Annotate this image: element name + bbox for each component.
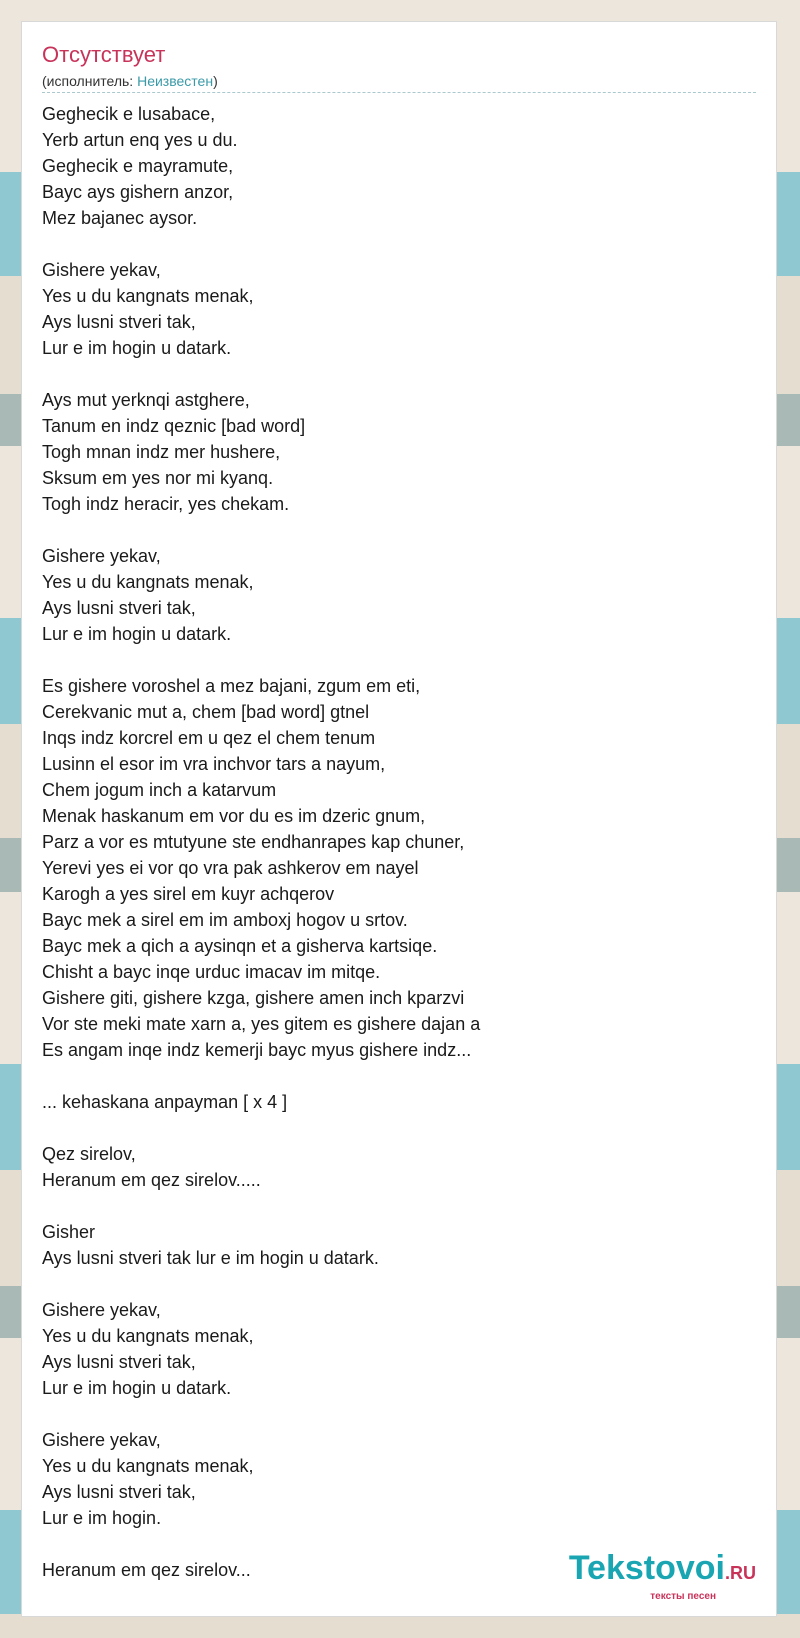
lyric-line: Chisht a bayc inqe urduc imacav im mitqe.: [42, 962, 381, 982]
logo-tagline: тексты песен: [650, 1591, 716, 1602]
lyric-line: Gishere yekav,: [42, 1300, 161, 1320]
artist-line: [42, 72, 218, 90]
lyric-line: Lusinn el esor im vra inchvor tars a nayum,: [42, 754, 386, 774]
lyric-line: Gishere giti, gishere kzga, gishere amen inch kparzvi: [42, 988, 465, 1008]
lyric-line: Es angam inqe indz kemerji bayc myus gishere indz...: [42, 1040, 472, 1060]
lyric-line: Bayc mek a qich a aysinqn et a gisherva kartsiqe.: [42, 936, 438, 956]
artist-suffix: ): [213, 73, 218, 89]
lyric-line: Bayc mek a sirel em im amboxj hogov u srtov.: [42, 910, 408, 930]
lyric-line: Vor ste meki mate xarn a, yes gitem es gishere dajan a: [42, 1014, 481, 1034]
logo-tld: .RU: [725, 1563, 756, 1583]
lyric-line: Togh mnan indz mer hushere,: [42, 442, 281, 462]
lyric-line: Parz a vor es mtutyune ste endhanrapes kap chuner,: [42, 832, 465, 852]
logo-wordmark: [569, 1551, 756, 1590]
site-logo[interactable]: [568, 1549, 756, 1602]
lyric-line: Geghecik e mayramute,: [42, 156, 234, 176]
lyric-line: Geghecik e lusabace,: [42, 104, 216, 124]
artist-link[interactable]: Неизвестен: [137, 73, 214, 89]
logo-name: Tekstovoi: [568, 1549, 725, 1587]
lyric-line: [42, 1063, 742, 1089]
lyric-line: Mez bajanec aysor.: [42, 208, 198, 228]
lyric-line: Inqs indz korcrel em u qez el chem tenum: [42, 728, 376, 748]
lyric-line: [42, 517, 742, 543]
lyric-line: Lur e im hogin u datark.: [42, 338, 232, 358]
lyric-line: Yerevi yes ei vor qo vra pak ashkerov em nayel: [42, 858, 419, 878]
lyric-line: Sksum em yes nor mi kyanq.: [42, 468, 274, 488]
lyric-line: Chem jogum inch a katarvum: [42, 780, 277, 800]
lyric-line: Menak haskanum em vor du es im dzeric gnum,: [42, 806, 426, 826]
lyrics-text: [42, 101, 742, 1583]
lyric-line: Togh indz heracir, yes chekam.: [42, 494, 290, 514]
lyric-line: Qez sirelov,: [42, 1144, 136, 1164]
lyric-line: Lur e im hogin.: [42, 1508, 162, 1528]
lyric-line: Gishere yekav,: [42, 546, 161, 566]
lyric-line: Karogh a yes sirel em kuyr achqerov: [42, 884, 335, 904]
lyric-line: Heranum em qez sirelov...: [42, 1560, 251, 1580]
lyric-line: [42, 1271, 742, 1297]
lyric-line: Es gishere voroshel a mez bajani, zgum em eti,: [42, 676, 421, 696]
lyric-line: [42, 1115, 742, 1141]
lyric-line: Yerb artun enq yes u du.: [42, 130, 238, 150]
lyric-line: Ays lusni stveri tak,: [42, 598, 196, 618]
lyric-line: [42, 647, 742, 673]
lyric-line: Tanum en indz qeznic [bad word]: [42, 416, 306, 436]
lyrics-card: [21, 21, 777, 1617]
lyric-line: Yes u du kangnats menak,: [42, 1456, 254, 1476]
lyric-line: [42, 231, 742, 257]
lyric-line: Ays lusni stveri tak lur e im hogin u datark.: [42, 1248, 379, 1268]
lyric-line: [42, 1193, 742, 1219]
lyric-line: Ays lusni stveri tak,: [42, 312, 196, 332]
lyric-line: Yes u du kangnats menak,: [42, 572, 254, 592]
lyric-line: Bayc ays gishern anzor,: [42, 182, 234, 202]
lyric-line: Cerekvanic mut a, chem [bad word] gtnel: [42, 702, 370, 722]
artist-prefix: (исполнитель:: [42, 73, 138, 89]
lyric-line: Lur e im hogin u datark.: [42, 1378, 232, 1398]
lyric-line: Heranum em qez sirelov.....: [42, 1170, 261, 1190]
lyric-line: ... kehaskana anpayman [ x 4 ]: [42, 1092, 288, 1112]
lyric-line: Ays lusni stveri tak,: [42, 1482, 196, 1502]
song-title: Отсутствует: [42, 42, 166, 67]
lyric-line: [42, 361, 742, 387]
lyric-line: Ays lusni stveri tak,: [42, 1352, 196, 1372]
lyric-line: Ays mut yerknqi astghere,: [42, 390, 250, 410]
lyric-line: Gishere yekav,: [42, 1430, 161, 1450]
lyric-line: Lur e im hogin u datark.: [42, 624, 232, 644]
header-divider: [42, 92, 756, 93]
lyric-line: [42, 1401, 742, 1427]
lyric-line: Yes u du kangnats menak,: [42, 1326, 254, 1346]
lyric-line: Yes u du kangnats menak,: [42, 286, 254, 306]
lyric-line: Gisher: [42, 1222, 96, 1242]
lyric-line: Gishere yekav,: [42, 260, 161, 280]
